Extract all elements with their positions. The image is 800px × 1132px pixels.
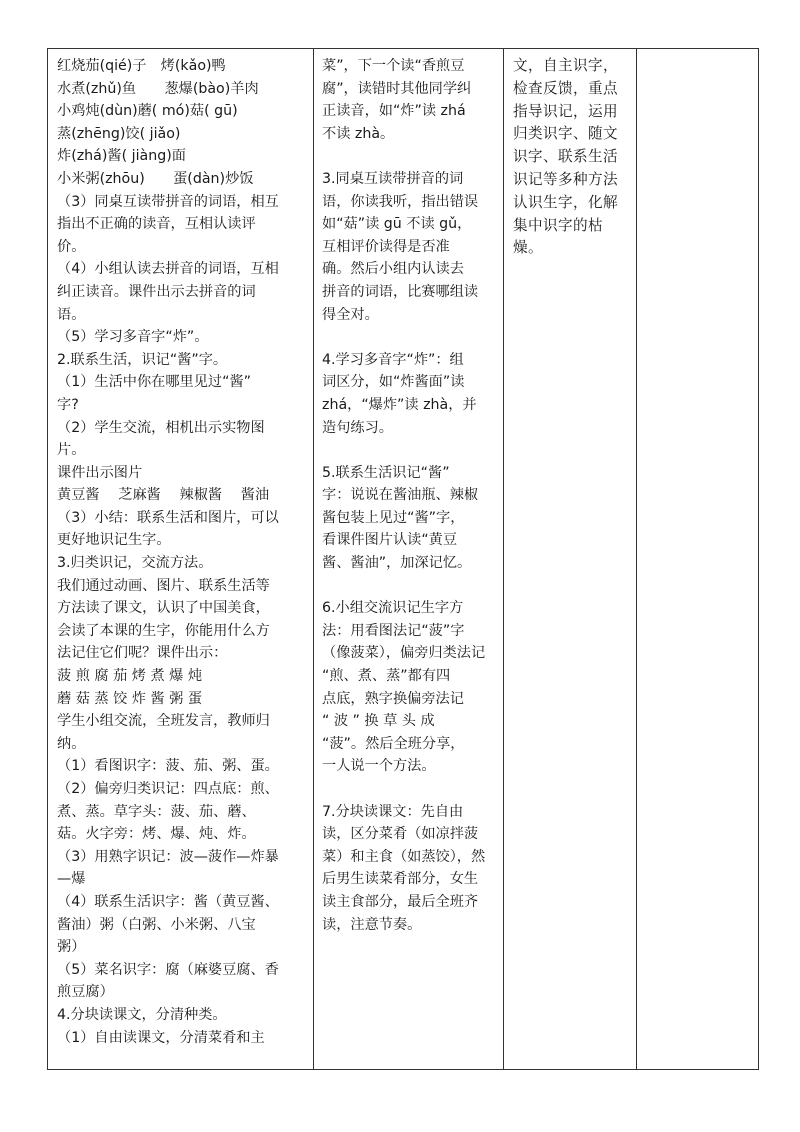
text-line: 如“菇”读 gū 不读 gǔ，: [322, 216, 472, 233]
text-line: 燥。: [513, 239, 543, 257]
text-line: 纠正读音。课件出示去拼音的词: [57, 283, 256, 300]
student-activity-cell: [314, 49, 504, 1070]
text-line: 拼音的词语，比赛哪组读: [322, 283, 479, 300]
text-line: “ 波 ” 换 草 头 成: [322, 713, 435, 730]
text-line: 法：用看图法记“菠”字: [322, 622, 465, 639]
text-line: 菇。火字旁：烤、爆、炖、炸。: [57, 826, 256, 843]
text-line: 正读音，如“炸”读 zhá: [322, 103, 466, 120]
text-line: 粥）: [57, 939, 86, 956]
text-line: 读，区分菜肴（如凉拌菠: [322, 826, 479, 843]
text-line: 归类识字、随文: [513, 125, 618, 143]
text-line: 法记住它们呢？课件出示：: [57, 645, 228, 662]
text-line: 一人说一个方法。: [322, 758, 436, 775]
text-line: 菜）和主食（如蒸饺），然: [322, 848, 486, 865]
text-line: （像菠菜），偏旁归类法记: [322, 645, 486, 662]
table-row: [48, 49, 759, 1070]
text-line: （1）看图识字：菠、茄、粥、蛋。: [57, 758, 279, 775]
text-line: 蒸(zhēng)饺( jiǎo): [57, 125, 181, 142]
text-line: 黄豆酱 芝麻酱 辣椒酱 酱油: [57, 487, 270, 504]
text-line: 7.分块读课文：先自由: [322, 803, 464, 820]
text-line: 我们通过动画、图片、联系生活等: [57, 577, 270, 594]
text-line: 不读 zhà。: [322, 125, 395, 142]
text-line: —爆: [57, 871, 86, 888]
text-line: zhá，“爆炸”读 zhà，并: [322, 396, 477, 413]
text-line: 文，自主识字，: [513, 57, 618, 74]
text-line: 确。然后小组内认读去: [322, 261, 464, 278]
text-line: 菜”，下一个读“香煎豆: [322, 58, 465, 74]
text-line: 集中识字的枯: [513, 216, 603, 234]
text-line: 酱油）粥（白粥、小米粥、八宝: [57, 916, 256, 933]
text-line: 读，注意节奏。: [322, 916, 422, 933]
text-line: 识字、联系生活: [513, 148, 618, 166]
text-line: （5）学习多音字“炸”。: [57, 329, 209, 346]
text-line: 3.同桌互读带拼音的词: [322, 170, 464, 187]
text-line: 识记等多种方法: [513, 170, 618, 188]
text-line: 看课件图片认读“黄豆: [322, 532, 458, 549]
text-line: 点底，熟字换偏旁法记: [322, 690, 464, 707]
text-line: 小米粥(zhōu) 蛋(dàn)炒饭: [57, 170, 254, 187]
text-line: 煎豆腐）: [57, 984, 114, 1001]
text-line: （4）联系生活识字：酱（黄豆酱、: [57, 893, 279, 910]
text-line: 更好地识记生字。: [57, 532, 171, 549]
text-line: 字：说说在酱油瓶、辣椒: [322, 487, 479, 504]
text-line: 学生小组交流，全班发言，教师归: [57, 713, 270, 730]
text-line: 会读了本课的生字，你能用什么方: [57, 622, 270, 639]
blank-line: [322, 575, 497, 598]
text-line: 语，你读我听，指出错误: [322, 193, 479, 210]
text-line: 后男生读菜肴部分，女生: [322, 871, 479, 888]
text-line: “菠”。然后全班分享，: [322, 735, 465, 752]
text-line: 语。: [57, 306, 86, 323]
text-line: 6.小组交流识记生字方: [322, 600, 464, 617]
text-line: 腐”，读错时其他同学纠: [322, 80, 472, 97]
text-line: 小鸡炖(dùn)蘑( mó)菇( gū): [57, 103, 238, 120]
text-line: 价。: [57, 238, 86, 255]
text-line: （3）同桌互读带拼音的词语，相互: [57, 193, 279, 210]
blank-line: [322, 778, 497, 801]
text-line: （2）偏旁归类识记：四点底：煎、: [57, 781, 279, 797]
design-intent-cell: [504, 49, 637, 1070]
text-line: 酱包装上见过“酱”字，: [322, 509, 465, 526]
text-line: 酱、酱油”，加深记忆。: [322, 555, 472, 572]
text-line: 菠 煎 腐 茄 烤 煮 爆 炖: [57, 668, 203, 685]
text-line: 4.学习多音字“炸”：组: [322, 351, 464, 368]
text-line: 造句练习。: [322, 419, 393, 436]
text-line: （2）学生交流，相机出示实物图: [57, 419, 265, 436]
teacher-activity-cell: [48, 49, 314, 1070]
blank-line: [322, 145, 497, 168]
text-line: 蘑 菇 蒸 饺 炸 酱 粥 蛋: [57, 690, 203, 707]
text-line: 词区分，如“炸酱面”读: [322, 374, 465, 391]
text-line: 指出不正确的读音，互相认读评: [57, 216, 256, 233]
text-line: 5.联系生活识记“酱”: [322, 464, 450, 481]
lesson-plan-table: [47, 48, 759, 1070]
text-line: “煎、煮、蒸”都有四: [322, 668, 451, 685]
text-line: （1）自由读课文，分清菜肴和主: [57, 1029, 265, 1046]
text-line: 得全对。: [322, 306, 379, 323]
text-line: 课件出示图片: [57, 464, 143, 481]
student-activity-text: [314, 49, 503, 936]
text-line: 红烧茄(qié)子 烤(kǎo)鸭: [57, 58, 226, 74]
text-line: （1）生活中你在哪里见过“酱”: [57, 374, 251, 391]
text-line: 纳。: [57, 735, 86, 752]
text-line: 炸(zhá)酱( jiàng)面: [57, 148, 186, 165]
text-line: （4）小组认读去拼音的词语，互相: [57, 261, 279, 278]
text-line: 煮、蒸。草字头：菠、茄、蘑、: [57, 803, 256, 820]
design-intent-text: [504, 49, 636, 260]
text-line: 互相评价读得是否准: [322, 238, 450, 255]
text-line: （3）用熟字识记：波—菠作—炸暴: [57, 848, 279, 865]
text-line: 指导识记，运用: [513, 102, 618, 120]
blank-line: [322, 326, 497, 349]
text-line: 2.联系生活，识记“酱”字。: [57, 351, 228, 368]
text-line: 字?: [57, 396, 79, 413]
text-line: 3.归类识记，交流方法。: [57, 555, 213, 572]
text-line: 方法读了课文，认识了中国美食，: [57, 600, 270, 617]
text-line: 4.分块读课文，分清种类。: [57, 1006, 227, 1023]
text-line: （5）菜名识字：腐（麻婆豆腐、香: [57, 961, 279, 978]
text-line: 水煮(zhǔ)鱼 葱爆(bào)羊肉: [57, 80, 259, 97]
text-line: 认识生字，化解: [513, 193, 618, 211]
text-line: （3）小结：联系生活和图片，可以: [57, 509, 279, 526]
teacher-activity-text: [48, 49, 313, 1049]
text-line: 检查反馈，重点: [513, 79, 618, 97]
blank-line: [322, 439, 497, 462]
notes-cell: [637, 49, 759, 1070]
text-line: 片。: [57, 442, 86, 459]
text-line: 读主食部分，最后全班齐: [322, 893, 479, 910]
